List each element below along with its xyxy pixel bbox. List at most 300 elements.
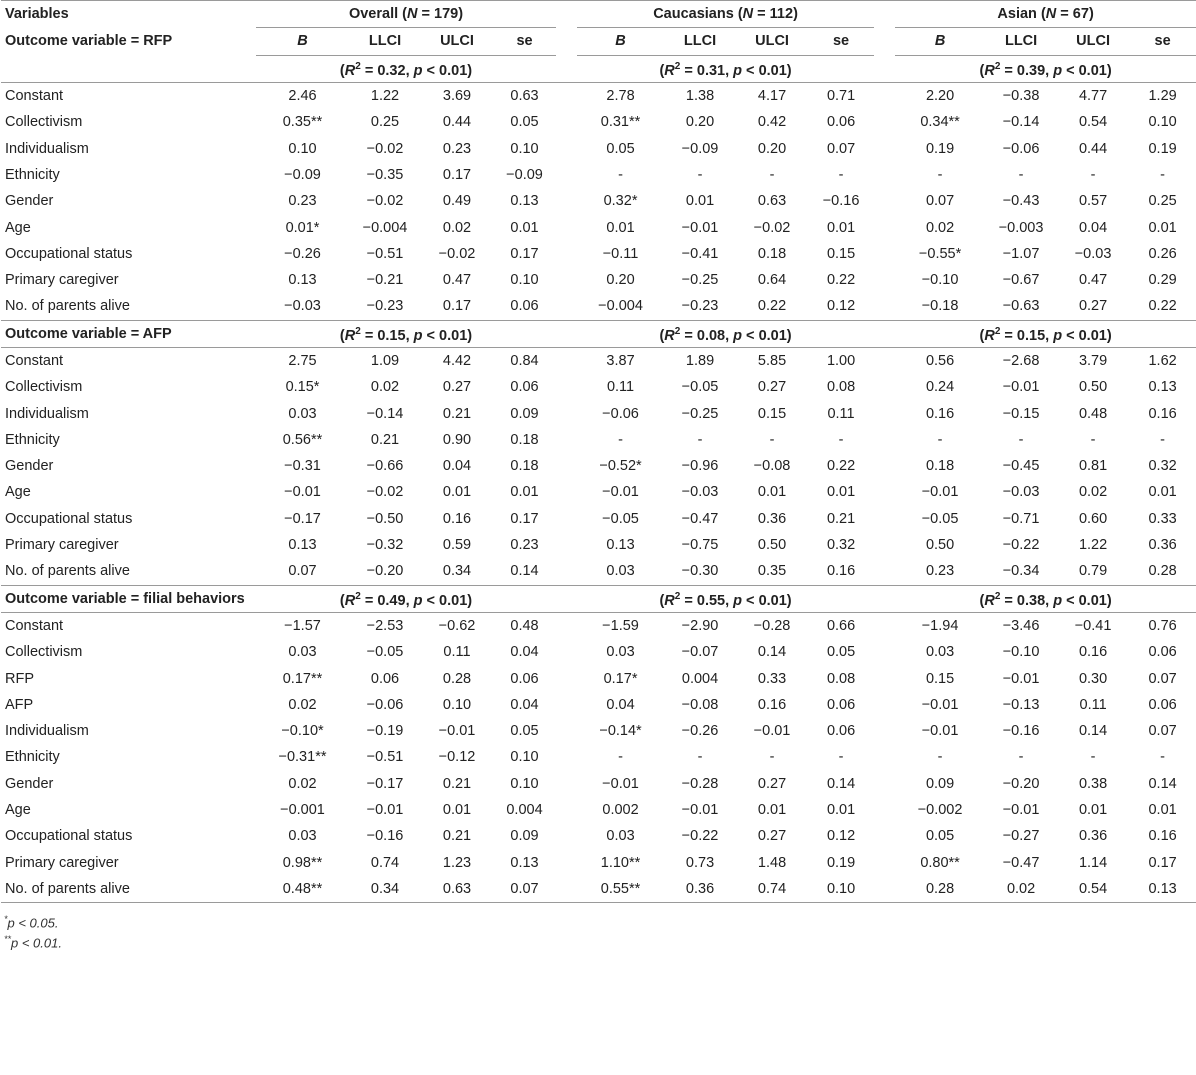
row-label: Collectivism [5, 114, 83, 131]
table-cell: 0.33 [757, 670, 787, 687]
table-cell: 0.01 [757, 802, 787, 819]
row-label: No. of parents alive [5, 298, 130, 315]
table-cell: −3.46 [1002, 617, 1040, 634]
table-cell: −0.08 [753, 458, 791, 475]
table-row [1, 506, 1196, 532]
group-gap [556, 188, 577, 214]
table-cell: 0.18 [757, 245, 787, 262]
r2-symbol: R [664, 592, 675, 609]
table-row [1, 241, 1196, 267]
table-cell: 0.16 [1148, 828, 1177, 845]
column-header: LLCI [985, 28, 1057, 55]
table-cell: 0.17** [282, 670, 323, 687]
column-header: B [256, 28, 349, 55]
p-symbol: p [413, 327, 423, 344]
table-cell: - [618, 431, 623, 448]
table-cell: 0.03 [288, 644, 317, 661]
r2-superscript: 2 [355, 325, 361, 337]
table-cell: 0.14 [826, 775, 856, 792]
table-cell: 0.10 [808, 876, 874, 903]
group-gap [874, 453, 895, 479]
r2-value: 0.32 [377, 62, 406, 79]
table-cell: 0.11 [827, 405, 855, 422]
table-cell: 0.02 [288, 696, 317, 713]
table-cell: −0.01 [1002, 802, 1040, 819]
table-cell: 0.74 [370, 854, 400, 871]
table-cell: −0.01 [602, 775, 639, 792]
table-cell: 0.56** [282, 431, 323, 448]
p-value: 0.01 [758, 62, 787, 79]
row-label: Ethnicity [5, 431, 60, 448]
row-label: Occupational status [5, 510, 133, 527]
group-header: Asian (N = 67) [895, 1, 1196, 28]
group-gap [556, 267, 577, 293]
table-cell: 0.36 [1078, 828, 1108, 845]
table-cell: 0.90 [442, 431, 472, 448]
table-cell: −0.14 [1002, 114, 1040, 131]
table-cell: 0.22 [1148, 298, 1177, 315]
table-cell: −0.02 [366, 484, 404, 501]
table-cell: - [697, 431, 703, 448]
section-title: Outcome variable = RFP [5, 33, 173, 50]
group-gap [874, 718, 895, 744]
r2-value: 0.08 [696, 327, 726, 344]
section-title: Outcome variable = filial behaviors [1, 585, 256, 612]
table-cell: 0.64 [757, 272, 787, 289]
row-label: Gender [5, 775, 54, 792]
row-label: Constant [5, 353, 64, 369]
r2-value: 0.15 [377, 327, 406, 344]
table-cell: 0.01 [1148, 484, 1177, 501]
group-gap [556, 1, 577, 28]
table-cell: 0.54 [1078, 114, 1108, 131]
table-cell: −0.35 [366, 166, 404, 183]
table-cell: 0.01 [606, 219, 635, 236]
table-cell: 0.10 [1148, 114, 1177, 131]
table-cell: 0.05 [510, 723, 539, 740]
table-cell: 0.10 [442, 696, 472, 713]
table-cell: 0.02 [985, 876, 1057, 903]
table-row [1, 639, 1196, 665]
table-cell: 0.04 [606, 696, 635, 713]
table-cell: −0.01 [921, 723, 959, 740]
p-symbol: p [413, 62, 423, 79]
table-cell: 0.36 [1148, 537, 1177, 554]
table-cell: 1.09 [370, 353, 400, 369]
row-label: Age [5, 484, 31, 501]
table-cell: - [1018, 431, 1024, 448]
table-cell: 0.07 [1148, 670, 1177, 687]
table-cell: 0.47 [442, 272, 472, 289]
table-cell: −0.05 [921, 510, 959, 527]
table-cell: −0.63 [1002, 298, 1040, 315]
table-cell: - [618, 749, 623, 766]
group-gap [874, 82, 895, 109]
table-cell: 0.44 [1078, 140, 1108, 157]
row-label: Ethnicity [5, 166, 60, 183]
r2-superscript: 2 [994, 325, 1001, 337]
table-cell: −0.11 [602, 245, 639, 262]
table-row [1, 453, 1196, 479]
table-cell: 0.35** [282, 114, 323, 131]
table-cell: −0.47 [1002, 854, 1040, 871]
table-cell: 1.29 [1148, 88, 1177, 105]
row-label: Age [5, 802, 31, 819]
group-gap [874, 188, 895, 214]
table-cell: 0.05 [925, 828, 955, 845]
table-cell: −0.01 [681, 219, 719, 236]
section-header-row [1, 585, 1196, 612]
table-cell: −1.94 [921, 617, 959, 634]
table-cell: −0.30 [681, 563, 719, 580]
table-cell: 0.27 [757, 828, 787, 845]
table-cell: 0.32 [826, 537, 856, 554]
table-cell: 0.07 [288, 563, 317, 580]
table-cell: −2.68 [1002, 353, 1040, 369]
table-cell: −0.41 [1074, 617, 1112, 634]
table-cell: −1.59 [602, 617, 639, 634]
table-cell: 0.21 [442, 828, 472, 845]
table-cell: −0.09 [284, 166, 321, 183]
table-cell: −0.05 [602, 510, 639, 527]
group-gap [556, 109, 577, 135]
row-label: Primary caregiver [5, 537, 119, 554]
table-cell: 0.26 [1148, 245, 1177, 262]
table-row [1, 744, 1196, 770]
table-cell: 0.06 [1148, 696, 1177, 713]
table-cell: 0.59 [442, 537, 472, 554]
table-cell: 0.17* [603, 670, 638, 687]
table-cell: 0.01 [1148, 219, 1177, 236]
column-header: B [577, 28, 664, 55]
r2-superscript: 2 [994, 590, 1001, 602]
r2-value: 0.49 [377, 592, 406, 609]
table-cell: 0.14 [1078, 723, 1108, 740]
table-cell: 0.98** [282, 854, 323, 871]
table-cell: 0.02 [1078, 484, 1108, 501]
group-gap [556, 162, 577, 188]
group-gap [874, 771, 895, 797]
table-cell: 0.34 [442, 563, 472, 580]
table-cell: 0.38 [1078, 775, 1108, 792]
table-cell: 0.13 [1148, 379, 1177, 396]
table-cell: 2.20 [925, 88, 955, 105]
table-cell: - [937, 166, 943, 183]
group-gap [874, 135, 895, 161]
table-cell: −0.67 [1002, 272, 1040, 289]
column-header: se [1129, 28, 1196, 55]
table-cell: −0.22 [681, 828, 719, 845]
group-label: Caucasians [653, 6, 734, 23]
table-cell: −0.62 [438, 617, 476, 634]
n-value: 67 [1072, 6, 1089, 23]
table-cell: - [769, 166, 775, 183]
group-gap [556, 400, 577, 426]
table-cell: −0.25 [681, 272, 719, 289]
table-cell: 0.22 [757, 298, 787, 315]
table-cell: 0.01* [285, 219, 320, 236]
table-cell: 0.04 [1078, 219, 1108, 236]
table-cell: 0.10 [510, 140, 539, 157]
table-cell: 0.01 [685, 193, 715, 210]
table-cell: 0.06 [510, 379, 539, 396]
table-cell: −0.004 [598, 298, 643, 315]
group-gap [556, 347, 577, 374]
table-cell: 0.08 [826, 379, 856, 396]
r2-symbol: R [664, 62, 675, 79]
group-gap [874, 797, 895, 823]
table-cell: −0.03 [1074, 245, 1112, 262]
table-row [1, 162, 1196, 188]
row-label: AFP [5, 696, 34, 713]
table-cell: 0.11 [443, 644, 471, 661]
table-cell: −0.003 [998, 219, 1044, 236]
r2-superscript: 2 [674, 325, 681, 337]
table-cell: 0.44 [442, 114, 472, 131]
table-cell: −0.002 [917, 802, 963, 819]
group-gap [874, 692, 895, 718]
table-cell: −0.09 [506, 166, 543, 183]
table-cell: 0.16 [1148, 405, 1177, 422]
group-gap [556, 771, 577, 797]
table-cell: 0.49 [442, 193, 472, 210]
r2-summary: ($R^2 = 0.38$, p < 0.01) [895, 585, 1196, 612]
table-cell: 0.17 [442, 166, 472, 183]
group-gap [556, 718, 577, 744]
table-cell: 0.63 [757, 193, 787, 210]
table-cell: 0.34 [349, 876, 421, 903]
table-cell: −0.19 [366, 723, 404, 740]
footnote [4, 931, 1146, 951]
table-row [1, 427, 1196, 453]
group-gap [874, 374, 895, 400]
table-cell: −0.001 [280, 802, 325, 819]
table-cell: 0.01 [1078, 802, 1108, 819]
table-cell: −0.41 [681, 245, 719, 262]
p-symbol: p [733, 592, 743, 609]
table-cell: −0.51 [366, 245, 404, 262]
table-cell: −0.55* [918, 245, 962, 262]
table-cell: 0.21 [370, 431, 400, 448]
table-cell: 0.29 [1148, 272, 1177, 289]
table-row [1, 692, 1196, 718]
table-cell: −0.01 [284, 484, 321, 501]
table-cell: −0.10 [921, 272, 959, 289]
table-cell: 0.06 [370, 670, 400, 687]
r2-value: 0.31 [696, 62, 726, 79]
table-cell: - [1160, 166, 1166, 183]
table-cell: - [697, 749, 703, 766]
footnote-mark: * [4, 914, 8, 925]
row-label: Ethnicity [5, 749, 60, 766]
row-label: Individualism [5, 140, 89, 157]
table-cell: 0.19 [925, 140, 955, 157]
row-label: No. of parents alive [5, 563, 130, 580]
table-cell: 0.32* [603, 193, 638, 210]
table-cell: −0.34 [1002, 563, 1040, 580]
table-cell: 0.07 [826, 140, 856, 157]
table-cell: 0.04 [510, 644, 539, 661]
p-symbol: p [1053, 592, 1063, 609]
footnote-text: p < 0.05. [7, 915, 59, 931]
table-cell: 0.81 [1078, 458, 1108, 475]
r2-superscript: 2 [994, 60, 1001, 72]
table-cell: 0.21 [442, 775, 472, 792]
table-cell: 0.02 [288, 775, 317, 792]
group-gap [556, 692, 577, 718]
r2-symbol: R [344, 592, 356, 609]
table-cell: 0.20 [757, 140, 787, 157]
group-gap [556, 427, 577, 453]
table-cell: - [838, 749, 844, 766]
table-cell: 2.78 [606, 88, 635, 105]
table-cell: 0.71 [826, 88, 856, 105]
r2-value: 0.15 [1016, 327, 1046, 344]
table-cell: - [618, 166, 623, 183]
table-cell: - [838, 431, 844, 448]
table-cell: −0.20 [366, 563, 404, 580]
table-cell: 0.16 [1078, 644, 1108, 661]
table-cell: 0.03 [288, 828, 317, 845]
table-cell: 0.15 [925, 670, 955, 687]
table-cell: −0.23 [681, 298, 719, 315]
table-cell: 0.14 [757, 644, 787, 661]
row-label: RFP [5, 670, 34, 687]
table-cell: 0.21 [442, 405, 472, 422]
table-cell: 1.22 [370, 88, 400, 105]
table-cell: 0.04 [510, 696, 539, 713]
table-cell: 0.10 [510, 272, 539, 289]
table-cell: 0.01 [442, 484, 472, 501]
table-row [1, 479, 1196, 505]
table-cell: 0.03 [925, 644, 955, 661]
table-cell: −0.28 [753, 617, 791, 634]
group-gap [556, 320, 577, 347]
r2-summary: ($R^2 = 0.15$, p < 0.01) [895, 320, 1196, 347]
table-row [1, 823, 1196, 849]
table-cell: 0.03 [606, 828, 635, 845]
p-value: 0.01 [439, 62, 468, 79]
table-cell: 0.14 [1148, 775, 1177, 792]
r2-symbol: R [984, 327, 995, 344]
table-cell: 0.06 [826, 114, 856, 131]
table-cell: 0.07 [1148, 723, 1177, 740]
r2-value: 0.55 [696, 592, 726, 609]
table-cell: 0.12 [826, 298, 856, 315]
table-cell: 0.18 [510, 458, 539, 475]
group-label: Overall [348, 6, 399, 23]
table-cell: 0.002 [602, 802, 639, 819]
table-row [1, 374, 1196, 400]
n-symbol: N [407, 6, 418, 23]
table-row [1, 347, 1196, 374]
table-cell: −0.31** [278, 749, 327, 766]
table-cell: - [937, 431, 943, 448]
table-cell: −0.03 [284, 298, 321, 315]
row-label: Age [5, 219, 31, 236]
row-label: Occupational status [5, 828, 133, 845]
table-cell: −0.50 [366, 510, 404, 527]
n-symbol: N [742, 6, 754, 23]
group-gap [874, 744, 895, 770]
group-gap [874, 109, 895, 135]
table-row [1, 718, 1196, 744]
row-label: Primary caregiver [5, 272, 119, 289]
table-cell: 0.06 [510, 298, 539, 315]
table-cell: 0.20 [685, 114, 715, 131]
table-cell: 0.55** [577, 876, 664, 903]
table-cell: 0.25 [370, 114, 400, 131]
row-label: Primary caregiver [5, 854, 119, 871]
table-cell: 0.01 [442, 802, 472, 819]
table-cell: −0.23 [366, 298, 404, 315]
group-gap [874, 850, 895, 876]
row-label: Constant [5, 617, 64, 634]
table-row [1, 214, 1196, 240]
group-gap [556, 876, 577, 903]
table-cell: 0.25 [1148, 193, 1177, 210]
group-gap [874, 558, 895, 585]
table-row [1, 797, 1196, 823]
n-value: 112 [769, 6, 794, 23]
group-header: Overall (N = 179) [256, 1, 556, 28]
footnote-text: p < 0.01. [11, 935, 62, 951]
group-gap [556, 823, 577, 849]
table-cell: −0.01 [438, 723, 476, 740]
r2-symbol: R [664, 327, 675, 344]
column-header-row [1, 28, 1196, 55]
group-gap [874, 427, 895, 453]
table-cell: 0.16 [826, 563, 856, 580]
table-cell: −0.01 [1002, 670, 1040, 687]
table-cell: 0.23 [442, 140, 472, 157]
row-label: Gender [5, 193, 54, 210]
regression-table [1, 0, 1196, 903]
table-cell: - [838, 166, 844, 183]
table-cell: 0.10 [510, 749, 539, 766]
table-cell: −0.75 [681, 537, 719, 554]
table-cell: 0.01 [510, 484, 539, 501]
group-gap [874, 665, 895, 691]
table-row [1, 109, 1196, 135]
table-cell: 0.28 [1148, 563, 1177, 580]
table-row [1, 188, 1196, 214]
table-cell: 0.06 [826, 696, 856, 713]
table-cell: 0.14 [510, 563, 539, 580]
group-gap [874, 214, 895, 240]
group-gap [874, 347, 895, 374]
group-gap [556, 28, 577, 55]
table-cell: 1.00 [826, 353, 856, 369]
table-cell: 0.22 [826, 458, 856, 475]
table-cell: 1.23 [442, 854, 472, 871]
r2-superscript: 2 [674, 60, 681, 72]
group-gap [556, 374, 577, 400]
table-cell: 0.13 [288, 272, 317, 289]
table-cell: 0.01 [1148, 802, 1177, 819]
table-cell: −0.13 [1002, 696, 1040, 713]
table-cell: 0.21 [826, 510, 856, 527]
table-cell: 0.36 [664, 876, 736, 903]
table-cell: −0.05 [366, 644, 404, 661]
table-cell: 0.06 [1148, 644, 1177, 661]
table-cell: 3.79 [1078, 353, 1108, 369]
table-cell: −1.07 [1002, 245, 1040, 262]
table-cell: −0.03 [681, 484, 719, 501]
table-cell: −0.02 [366, 140, 404, 157]
variables-header: Variables [1, 1, 256, 28]
table-cell: 0.11 [1079, 696, 1107, 713]
